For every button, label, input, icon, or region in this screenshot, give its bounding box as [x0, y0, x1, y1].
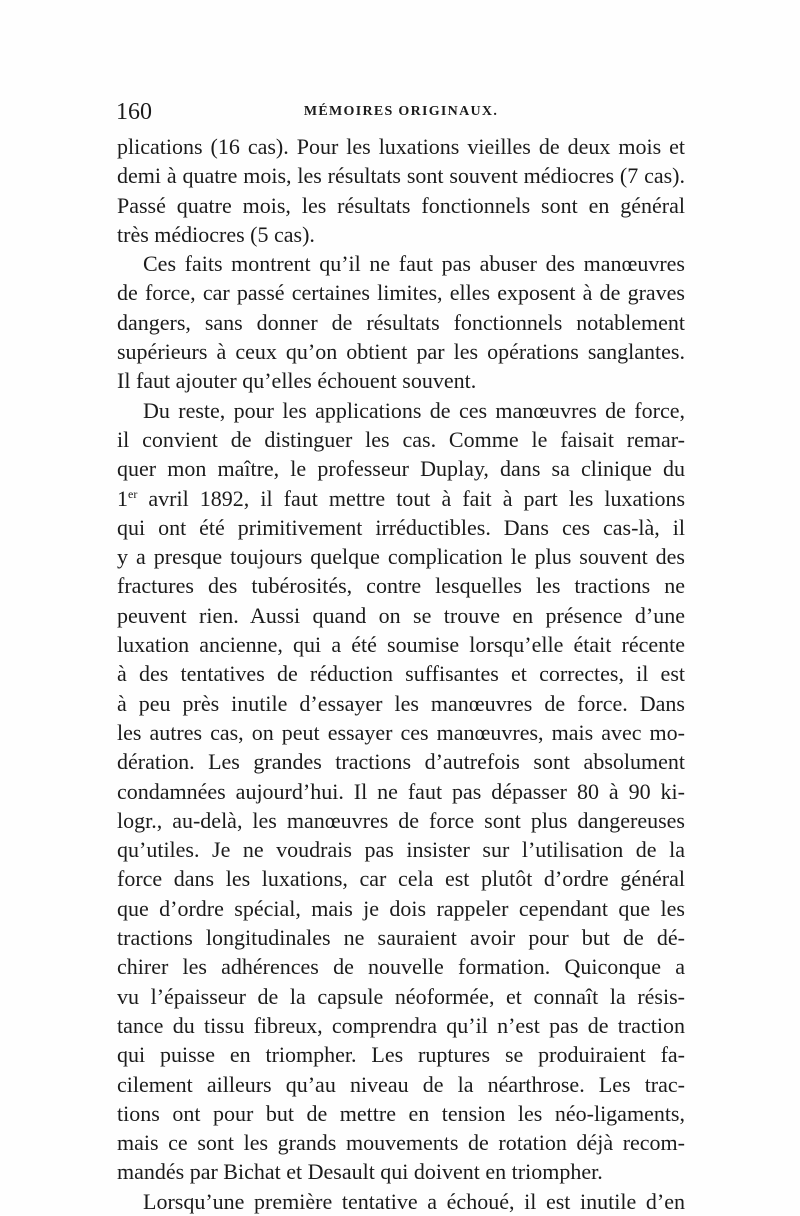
- ordinal-number: 1: [117, 485, 128, 511]
- paragraph-start-line: Ces faits montrent qu’il ne faut pas abuser des manœuvres: [143, 251, 685, 277]
- text-line: tance du tissu fibreux, comprendra qu’il n’est pas de traction: [117, 1012, 685, 1038]
- text-line: force dans les luxations, car cela est plutôt d’ordre général: [117, 866, 685, 892]
- text-line: Passé quatre mois, les résultats fonctionnels sont en général: [117, 192, 685, 218]
- text-line: quer mon maître, le professeur Duplay, dans sa clinique du: [117, 456, 685, 482]
- text-line: peuvent rien. Aussi quand on se trouve en présence d’une: [117, 602, 685, 628]
- text-line: qui ont été primitivement irréductibles. Dans ces cas-là, il: [117, 514, 685, 540]
- text-line: à peu près inutile d’essayer les manœuvres de force. Dans: [117, 690, 685, 716]
- text-line: plications (16 cas). Pour les luxations vieilles de deux mois et: [117, 134, 685, 159]
- text-line-with-date: [117, 484, 685, 513]
- text-line: tractions longitudinales ne sauraient avoir pour but de dé-: [117, 925, 685, 951]
- ordinal-superscript: er: [128, 486, 138, 501]
- text-line: de force, car passé certaines limites, elles exposent à de graves: [117, 280, 685, 306]
- text-line: que d’ordre spécial, mais je dois rappeler cependant que les: [117, 895, 685, 921]
- text-line: à des tentatives de réduction suffisantes et correctes, il est: [117, 661, 685, 687]
- text-line: tions ont pour but de mettre en tension les néo-ligaments,: [117, 1100, 685, 1126]
- text-line: logr., au-delà, les manœuvres de force sont plus dangereuses: [117, 807, 685, 833]
- text-line: Il faut ajouter qu’elles échouent souvent.: [117, 368, 477, 394]
- text-line: cilement ailleurs qu’au niveau de la néarthrose. Les trac-: [117, 1071, 685, 1097]
- running-title: MÉMOIRES ORIGINAUX.: [303, 104, 499, 119]
- text-line: y a presque toujours quelque complication le plus souvent des: [117, 544, 685, 570]
- text-line: qu’utiles. Je ne voudrais pas insister sur l’utilisation de la: [117, 837, 685, 863]
- page-header: [116, 97, 686, 127]
- text-line: fractures des tubérosités, contre lesquelles les tractions ne: [117, 573, 685, 599]
- text-line: il convient de distinguer les cas. Comme le faisait remar-: [117, 426, 685, 452]
- paragraph-start-line: Lorsqu’une première tentative a échoué, il est inutile d’en: [143, 1188, 685, 1214]
- text-line: luxation ancienne, qui a été soumise lorsqu’elle était récente: [117, 632, 685, 658]
- text-line: chirer les adhérences de nouvelle formation. Quiconque a: [117, 954, 685, 980]
- text-line: vu l’épaisseur de la capsule néoformée, et connaît la résis-: [117, 983, 685, 1009]
- text-line: dangers, sans donner de résultats fonctionnels notablement: [117, 309, 685, 335]
- paragraph-start-line: Du reste, pour les applications de ces manœuvres de force,: [143, 397, 685, 423]
- page-number: 160: [116, 99, 152, 125]
- date-line-text: avril 1892, il faut mettre tout à fait à part les luxations: [148, 485, 686, 511]
- text-line: demi à quatre mois, les résultats sont souvent médiocres (7 cas).: [117, 163, 685, 189]
- body-text: [117, 132, 685, 1216]
- text-line: les autres cas, on peut essayer ces manœuvres, mais avec mo-: [117, 719, 685, 745]
- text-line: mandés par Bichat et Desault qui doivent en triompher.: [117, 1159, 603, 1185]
- text-line: dération. Les grandes tractions d’autrefois sont absolument: [117, 749, 685, 775]
- text-line: condamnées aujourd’hui. Il ne faut pas dépasser 80 à 90 ki-: [117, 778, 685, 804]
- text-line: supérieurs à ceux qu’on obtient par les opérations sanglantes.: [117, 339, 685, 365]
- text-line: très médiocres (5 cas).: [117, 221, 315, 247]
- text-line: mais ce sont les grands mouvements de rotation déjà recom-: [117, 1130, 685, 1156]
- text-line: qui puisse en triompher. Les ruptures se produiraient fa-: [117, 1042, 685, 1068]
